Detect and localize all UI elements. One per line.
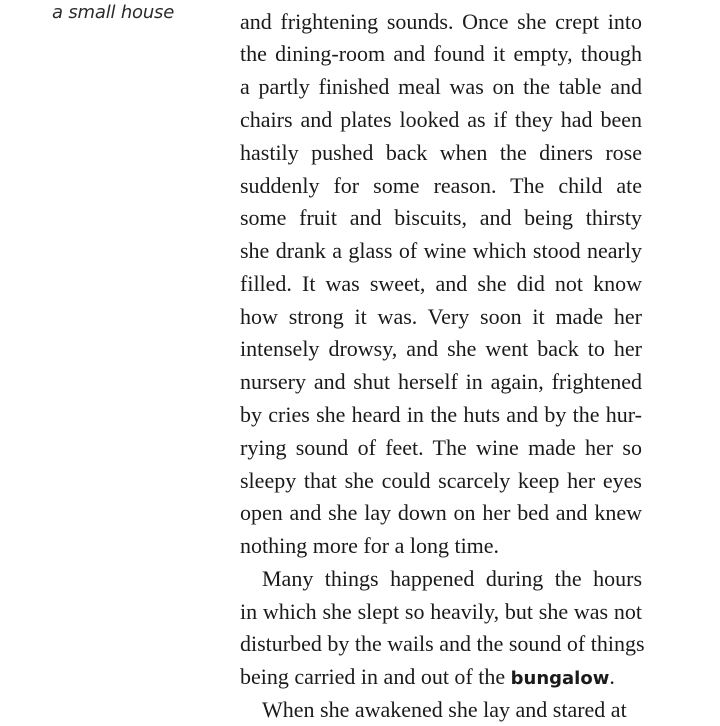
paragraph-start-line: When she awakened she lay and stared at [262,697,627,722]
text-line-with-term [240,661,642,693]
paragraph-start-line: Many things happened during the hours [262,566,642,591]
text-line: sleepy that she could scarcely keep her eyes [240,468,642,493]
text-line: rying sound of feet. The wine made her so [240,435,642,460]
text-line: how strong it was. Very soon it made her [240,304,642,329]
text-line: some fruit and biscuits, and being thirsty [240,205,642,230]
text-line: nursery and shut herself in again, frightened [240,369,642,394]
bold-term: bungalow [510,668,610,689]
text-line: she drank a glass of wine which stood nearly [240,238,642,263]
text-line: and frightening sounds. Once she crept into [240,9,642,34]
text-line: suddenly for some reason. The child ate [240,173,642,198]
text-line: intensely drowsy, and she went back to her [240,336,642,361]
text-line: in which she slept so heavily, but she was not [240,599,642,624]
line-lead-text: being carried in and out of the [240,664,506,689]
text-line: a partly finished meal was on the table and [240,74,642,99]
text-line: filled. It was sweet, and she did not know [240,271,642,296]
text-line: nothing more for a long time. [240,533,500,558]
margin-gloss: a small house [52,2,175,23]
text-line: disturbed by the wails and the sound of things [240,631,645,656]
text-line: hastily pushed back when the diners rose [240,140,642,165]
text-line: chairs and plates looked as if they had been [240,107,642,132]
text-line: by cries she heard in the huts and by the hur- [240,402,642,427]
text-line: open and she lay down on her bed and knew [240,500,642,525]
text-line: the dining-room and found it empty, though [240,41,642,66]
sentence-period: . [609,664,615,689]
